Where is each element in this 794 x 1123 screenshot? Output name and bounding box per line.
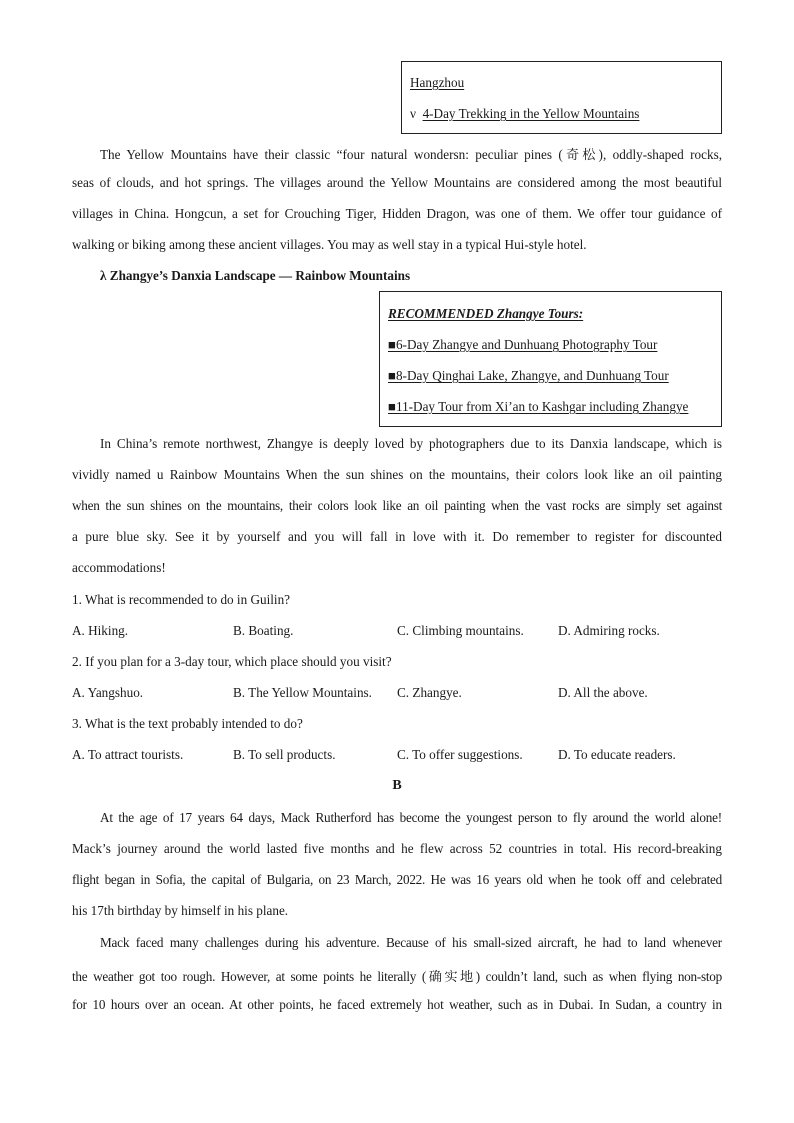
option-b: B. Boating. xyxy=(233,623,294,638)
box-city-label: Hangzhou xyxy=(410,75,465,90)
paragraph-line: seas of clouds, and hot springs. The villages around the Yellow Mountains are considered among the most beautiful xyxy=(72,175,722,190)
zhangye-heading: λ Zhangye’s Danxia Landscape — Rainbow Mountains xyxy=(100,268,411,283)
tour-link[interactable]: ■8-Day Qinghai Lake, Zhangye, and Dunhuang Tour xyxy=(388,368,669,383)
tour-link[interactable]: ■11-Day Tour from Xi’an to Kashgar including Zhangye xyxy=(388,399,689,414)
paragraph-line: Mack’s journey around the world lasted five months and he flew across 52 countries in total. His record-breaking xyxy=(72,841,722,856)
option-c: C. Zhangye. xyxy=(397,685,462,700)
paragraph-line: flight began in Sofia, the capital of Bulgaria, on 23 March, 2022. He was 16 years old when he took off and celebrated xyxy=(72,872,722,887)
box-title: RECOMMENDED Zhangye Tours: xyxy=(388,306,584,321)
paragraph-line: At the age of 17 years 64 days, Mack Rutherford has become the youngest person to fly around the world alone! xyxy=(100,810,722,825)
option-a: A. Yangshuo. xyxy=(72,685,144,700)
option-a: A. Hiking. xyxy=(72,623,129,638)
option-c: C. To offer suggestions. xyxy=(397,747,523,762)
paragraph-line: when the sun shines on the mountains, their colors look like an oil painting when the vast rocks are simply set against xyxy=(72,498,722,513)
paragraph-line: vividly named u Rainbow Mountains When the sun shines on the mountains, their colors look like an oil painting xyxy=(72,467,722,482)
section-heading: B xyxy=(392,778,402,793)
option-a: A. To attract tourists. xyxy=(72,747,184,762)
paragraph-line: accommodations! xyxy=(72,560,166,575)
paragraph-line: villages in China. Hongcun, a set for Crouching Tiger, Hidden Dragon, was one of them. We offer tour guidance of xyxy=(72,206,722,221)
paragraph-line: the weather got too rough. However, at some points he literally (确实地) couldn’t land, such as when flying non-stop xyxy=(72,969,722,984)
question-text: 1. What is recommended to do in Guilin? xyxy=(72,592,291,607)
tour-link[interactable]: ■6-Day Zhangye and Dunhuang Photography Tour xyxy=(388,337,658,352)
paragraph-line: for 10 hours over an ocean. At other points, he faced extremely hot weather, such as in Dubai. In Sudan, a country in xyxy=(72,997,722,1012)
paragraph-line: walking or biking among these ancient villages. You may as well stay in a typical Hui-style hotel. xyxy=(72,237,587,252)
paragraph-line: Mack faced many challenges during his adventure. Because of his small-sized aircraft, he had to land whenever xyxy=(100,935,722,950)
option-c: C. Climbing mountains. xyxy=(397,623,524,638)
bullet-symbol: ν xyxy=(410,106,416,121)
question-text: 3. What is the text probably intended to do? xyxy=(72,716,303,731)
zhangye-tours-box xyxy=(379,291,722,427)
hangzhou-tour-box xyxy=(401,61,722,134)
tour-link-row xyxy=(410,106,639,122)
question-text: 2. If you plan for a 3-day tour, which place should you visit? xyxy=(72,654,392,669)
paragraph-line: The Yellow Mountains have their classic “four natural wondersn: peculiar pines (奇松), oddly-shaped rocks, xyxy=(100,147,722,162)
paragraph-line: In China’s remote northwest, Zhangye is deeply loved by photographers due to its Danxia landscape, which is xyxy=(100,436,722,451)
option-d: D. Admiring rocks. xyxy=(558,623,660,638)
option-d: D. All the above. xyxy=(558,685,648,700)
option-b: B. The Yellow Mountains. xyxy=(233,685,372,700)
option-b: B. To sell products. xyxy=(233,747,336,762)
tour-link[interactable]: 4-Day Trekking in the Yellow Mountains xyxy=(422,106,640,121)
paragraph-line: his 17th birthday by himself in his plane. xyxy=(72,903,289,918)
paragraph-line: a pure blue sky. See it by yourself and you will fall in love with it. Do remember to register for discounted xyxy=(72,529,722,544)
option-d: D. To educate readers. xyxy=(558,747,676,762)
